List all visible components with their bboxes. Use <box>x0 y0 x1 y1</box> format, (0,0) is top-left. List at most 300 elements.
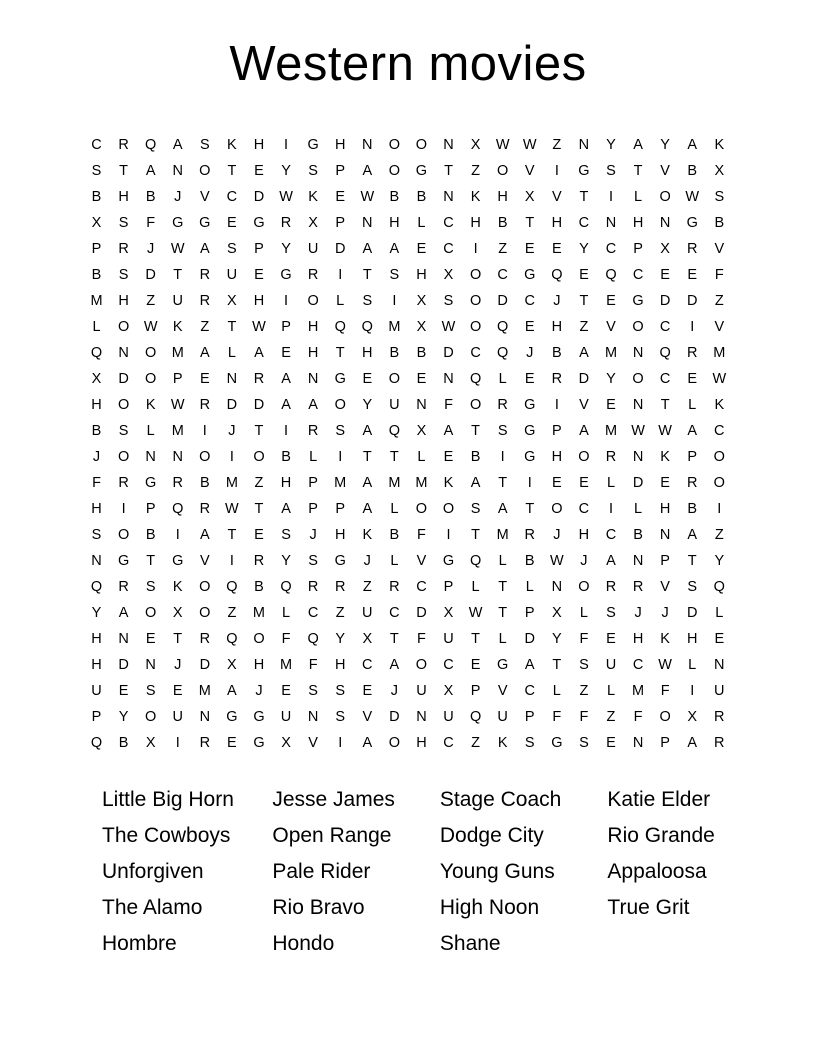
grid-cell: U <box>91 683 102 700</box>
grid-cell: S <box>91 527 102 544</box>
grid-cell: S <box>714 189 725 206</box>
grid-row <box>84 470 732 496</box>
grid-cell: J <box>634 605 642 622</box>
grid-cell: H <box>253 137 265 154</box>
grid-cell: X <box>308 215 318 232</box>
grid-cell: D <box>578 371 590 388</box>
grid-cell: X <box>281 735 291 752</box>
grid-cell: R <box>551 371 563 388</box>
grid-cell: R <box>307 423 319 440</box>
grid-cell: N <box>172 163 183 180</box>
grid-cell: G <box>307 137 319 154</box>
grid-cell: U <box>307 241 319 258</box>
grid-cell: P <box>254 241 264 258</box>
grid-cell: D <box>686 605 698 622</box>
word-list-item: Shane <box>439 932 501 956</box>
grid-cell: I <box>284 293 289 310</box>
word-list-item: Young Guns <box>439 860 555 884</box>
grid-cell: P <box>308 501 318 518</box>
grid-cell: E <box>281 345 291 362</box>
grid-cell: O <box>469 267 482 284</box>
grid-cell: Y <box>660 137 670 154</box>
grid-cell: T <box>687 553 697 570</box>
grid-cell: X <box>416 423 427 440</box>
grid-cell: G <box>524 449 536 466</box>
grid-cell: Q <box>659 345 671 362</box>
grid-cell: L <box>634 189 643 206</box>
grid-cell: E <box>524 241 535 258</box>
grid-cell: R <box>199 267 211 284</box>
grid-cell: K <box>172 319 183 336</box>
grid-cell: E <box>281 683 291 700</box>
grid-row <box>84 704 732 730</box>
grid-cell: O <box>713 475 725 492</box>
word-list-item: The Alamo <box>102 896 203 920</box>
grid-cell: F <box>417 527 426 544</box>
grid-cell: L <box>606 475 616 492</box>
grid-cell: G <box>551 735 563 752</box>
grid-cell: O <box>117 527 130 544</box>
grid-cell: A <box>579 345 589 362</box>
grid-cell: K <box>362 527 373 544</box>
grid-cell: C <box>632 267 644 284</box>
word-list-column-3 <box>440 782 608 962</box>
word-list-item: The Cowboys <box>102 824 231 848</box>
grid-cell: K <box>714 137 725 154</box>
word-list-item: High Noon <box>439 896 540 920</box>
grid-cell: H <box>551 215 563 232</box>
grid-cell: A <box>281 397 291 414</box>
grid-cell: O <box>253 449 265 466</box>
grid-cell: D <box>686 293 698 310</box>
grid-cell: J <box>580 553 588 570</box>
grid-cell: B <box>389 345 400 362</box>
grid-cell: E <box>254 163 264 180</box>
grid-cell: X <box>362 631 373 648</box>
grid-cell: C <box>443 241 454 258</box>
grid-cell: G <box>145 475 157 492</box>
grid-row <box>84 496 732 522</box>
grid-cell: Z <box>471 163 481 180</box>
grid-cell: A <box>687 137 698 154</box>
grid-cell: L <box>579 605 588 622</box>
grid-cell: S <box>362 293 373 310</box>
grid-cell: E <box>606 293 616 310</box>
grid-cell: N <box>145 657 156 674</box>
grid-cell: H <box>280 475 292 492</box>
grid-cell: S <box>335 709 346 726</box>
grid-cell: M <box>713 345 726 362</box>
grid-cell: K <box>470 189 481 206</box>
grid-cell: S <box>687 579 698 596</box>
grid-cell: B <box>714 215 725 232</box>
grid-cell: B <box>145 189 156 206</box>
grid-cell: P <box>551 423 562 440</box>
grid-cell: N <box>551 579 563 596</box>
grid-cell: T <box>173 631 183 648</box>
grid-cell: B <box>254 579 264 596</box>
grid-cell: O <box>117 449 130 466</box>
grid-cell: Z <box>552 137 562 154</box>
grid-cell: K <box>227 137 237 154</box>
grid-cell: C <box>307 605 319 622</box>
grid-cell: W <box>225 501 239 518</box>
grid-cell: I <box>202 423 207 440</box>
grid-cell: I <box>527 475 532 492</box>
grid-cell: B <box>145 527 156 544</box>
grid-cell: Q <box>605 267 617 284</box>
grid-cell: G <box>632 293 644 310</box>
grid-cell: G <box>524 267 536 284</box>
grid-cell: M <box>604 345 618 362</box>
grid-cell: T <box>633 163 643 180</box>
word-list-item: Stage Coach <box>439 788 562 812</box>
grid-cell: H <box>632 631 644 648</box>
grid-cell: W <box>549 553 564 570</box>
grid-cell: T <box>254 423 264 440</box>
grid-cell: Z <box>227 605 237 622</box>
grid-cell: F <box>552 709 562 726</box>
grid-cell: E <box>443 449 454 466</box>
grid-cell: T <box>471 631 481 648</box>
grid-cell: H <box>307 345 319 362</box>
grid-cell: O <box>199 163 211 180</box>
grid-cell: A <box>687 527 698 544</box>
grid-cell: U <box>443 709 454 726</box>
grid-cell: R <box>686 475 698 492</box>
grid-cell: T <box>525 215 535 232</box>
grid-cell: R <box>714 735 725 752</box>
grid-cell: D <box>443 345 454 362</box>
grid-cell: C <box>443 215 454 232</box>
grid-cell: B <box>524 553 535 570</box>
grid-cell: P <box>687 449 698 466</box>
grid-cell: I <box>338 449 343 466</box>
grid-cell: I <box>608 501 613 518</box>
grid-cell: E <box>687 267 698 284</box>
grid-cell: C <box>605 527 617 544</box>
grid-cell: A <box>254 345 264 362</box>
grid-cell: A <box>362 423 373 440</box>
grid-cell: B <box>497 215 508 232</box>
grid-cell: V <box>362 709 373 726</box>
grid-cell: R <box>605 449 617 466</box>
grid-cell: X <box>227 657 237 674</box>
grid-cell: H <box>578 527 590 544</box>
grid-cell: T <box>335 345 345 362</box>
grid-cell: S <box>579 657 589 674</box>
grid-row <box>84 184 732 210</box>
grid-cell: N <box>605 215 617 232</box>
grid-cell: T <box>498 579 508 596</box>
grid-cell: G <box>117 553 130 570</box>
grid-cell: F <box>417 631 426 648</box>
grid-cell: N <box>443 137 454 154</box>
grid-cell: I <box>608 189 613 206</box>
grid-cell: T <box>552 657 562 674</box>
grid-cell: S <box>335 683 346 700</box>
grid-cell: M <box>198 683 211 700</box>
grid-cell: F <box>579 709 589 726</box>
grid-cell: J <box>92 449 101 466</box>
grid-cell: Q <box>469 553 482 570</box>
grid-cell: D <box>253 397 265 414</box>
grid-cell: G <box>334 371 346 388</box>
grid-cell: E <box>416 241 427 258</box>
grid-cell: G <box>253 215 265 232</box>
grid-row <box>84 132 732 158</box>
grid-cell: J <box>553 293 561 310</box>
grid-cell: M <box>632 683 645 700</box>
grid-cell: P <box>91 241 102 258</box>
grid-cell: Q <box>90 345 103 362</box>
grid-cell: M <box>252 605 266 622</box>
grid-cell: R <box>307 579 319 596</box>
grid-cell: B <box>633 527 643 544</box>
grid-cell: T <box>444 163 453 180</box>
grid-cell: U <box>226 267 238 284</box>
grid-cell: J <box>174 657 182 674</box>
grid-cell: Q <box>334 319 346 336</box>
grid-cell: Z <box>362 579 372 596</box>
grid-cell: I <box>229 449 234 466</box>
grid-cell: S <box>579 735 589 752</box>
grid-cell: O <box>415 501 428 518</box>
grid-cell: A <box>199 527 210 544</box>
grid-cell: D <box>497 293 508 310</box>
grid-cell: A <box>362 475 373 492</box>
grid-cell: R <box>172 475 183 492</box>
grid-cell: C <box>659 371 671 388</box>
grid-cell: B <box>470 449 481 466</box>
grid-cell: O <box>388 735 400 752</box>
grid-cell: Y <box>281 163 291 180</box>
grid-row <box>84 418 732 444</box>
grid-cell: C <box>524 683 535 700</box>
grid-cell: V <box>579 397 589 414</box>
grid-cell: E <box>227 735 237 752</box>
grid-cell: C <box>226 189 238 206</box>
grid-row <box>84 366 732 392</box>
word-list-item: Katie Elder <box>607 788 711 812</box>
grid-cell: Q <box>90 579 103 596</box>
grid-cell: L <box>525 579 534 596</box>
grid-cell: O <box>145 345 157 362</box>
grid-cell: T <box>389 631 399 648</box>
grid-cell: L <box>715 605 724 622</box>
grid-cell: H <box>686 631 698 648</box>
grid-cell: E <box>606 735 616 752</box>
grid-cell: B <box>118 735 129 752</box>
grid-row <box>84 652 732 678</box>
grid-cell: X <box>91 371 102 388</box>
grid-cell: S <box>118 215 129 232</box>
grid-cell: C <box>443 735 454 752</box>
grid-cell: I <box>175 527 180 544</box>
grid-row <box>84 340 732 366</box>
grid-cell: H <box>118 293 129 310</box>
grid-cell: H <box>362 345 373 362</box>
grid-cell: T <box>498 475 508 492</box>
word-list-item: True Grit <box>607 896 690 920</box>
grid-cell: H <box>497 189 508 206</box>
grid-cell: V <box>660 579 670 596</box>
grid-cell: V <box>606 319 616 336</box>
word-list-item: Rio Bravo <box>272 896 365 920</box>
grid-cell: I <box>690 683 695 700</box>
grid-cell: O <box>578 449 590 466</box>
grid-cell: X <box>551 605 562 622</box>
grid-cell: M <box>280 657 293 674</box>
grid-cell: O <box>578 579 590 596</box>
grid-cell: A <box>687 735 698 752</box>
grid-cell: C <box>443 657 454 674</box>
grid-cell: X <box>443 683 454 700</box>
grid-cell: P <box>172 371 183 388</box>
grid-cell: P <box>524 709 535 726</box>
grid-cell: E <box>687 371 698 388</box>
grid-cell: P <box>524 605 535 622</box>
grid-cell: S <box>308 683 318 700</box>
grid-cell: A <box>308 397 318 414</box>
grid-cell: O <box>469 397 482 414</box>
grid-cell: X <box>416 319 427 336</box>
grid-cell: H <box>334 137 346 154</box>
grid-cell: P <box>335 163 346 180</box>
grid-cell: Y <box>579 241 589 258</box>
grid-cell: H <box>334 527 346 544</box>
grid-cell: J <box>390 683 398 700</box>
grid-cell: O <box>388 371 400 388</box>
grid-cell: J <box>147 241 155 258</box>
word-list-column-1 <box>102 782 272 962</box>
grid-cell: N <box>118 345 129 362</box>
grid-cell: X <box>470 137 481 154</box>
grid-cell: O <box>117 319 130 336</box>
grid-cell: V <box>551 189 562 206</box>
grid-cell: I <box>473 241 478 258</box>
grid-cell: I <box>717 501 722 518</box>
grid-cell: A <box>362 735 373 752</box>
grid-cell: V <box>416 553 427 570</box>
grid-cell: O <box>145 371 157 388</box>
grid-cell: O <box>659 189 671 206</box>
grid-cell: Q <box>226 579 238 596</box>
grid-cell: B <box>416 189 427 206</box>
grid-cell: W <box>170 397 185 414</box>
grid-row <box>84 522 732 548</box>
grid-cell: G <box>199 215 211 232</box>
grid-cell: A <box>199 345 210 362</box>
grid-cell: O <box>442 501 455 518</box>
grid-cell: Z <box>146 293 156 310</box>
grid-cell: A <box>281 501 291 518</box>
grid-cell: A <box>362 241 373 258</box>
grid-cell: A <box>579 423 589 440</box>
grid-cell: V <box>714 319 725 336</box>
grid-cell: X <box>524 189 535 206</box>
grid-cell: G <box>524 423 536 440</box>
grid-cell: O <box>253 631 265 648</box>
grid-cell: S <box>281 527 291 544</box>
grid-cell: A <box>687 423 698 440</box>
grid-cell: G <box>442 553 455 570</box>
grid-cell: G <box>686 215 698 232</box>
grid-cell: D <box>659 293 671 310</box>
grid-cell: X <box>443 267 454 284</box>
grid-cell: U <box>172 293 183 310</box>
grid-cell: X <box>91 215 102 232</box>
grid-cell: N <box>307 709 319 726</box>
grid-cell: U <box>172 709 183 726</box>
grid-cell: U <box>280 709 292 726</box>
word-list-column-4 <box>607 782 758 962</box>
grid-cell: O <box>145 605 157 622</box>
grid-cell: D <box>118 657 129 674</box>
grid-cell: X <box>227 293 237 310</box>
grid-cell: X <box>660 241 670 258</box>
grid-cell: N <box>91 553 102 570</box>
grid-cell: L <box>688 657 697 674</box>
grid-cell: L <box>390 501 399 518</box>
grid-cell: O <box>415 137 428 154</box>
grid-cell: G <box>253 735 265 752</box>
grid-cell: G <box>226 709 238 726</box>
grid-cell: E <box>606 631 616 648</box>
grid-cell: N <box>416 397 427 414</box>
grid-cell: S <box>443 293 454 310</box>
grid-cell: X <box>443 605 454 622</box>
grid-cell: N <box>443 371 454 388</box>
page-title: Western movies <box>229 37 587 91</box>
grid-cell: L <box>336 293 345 310</box>
grid-cell: I <box>338 735 343 752</box>
word-list-item: Hondo <box>272 932 335 956</box>
grid-cell: S <box>497 423 508 440</box>
grid-cell: S <box>91 163 102 180</box>
word-list-item: Appaloosa <box>607 860 707 884</box>
grid-cell: I <box>554 397 559 414</box>
grid-cell: I <box>500 449 505 466</box>
grid-row <box>84 626 732 652</box>
grid-cell: S <box>470 501 481 518</box>
grid-cell: F <box>633 709 643 726</box>
grid-cell: J <box>228 423 236 440</box>
grid-cell: P <box>660 735 670 752</box>
grid-cell: K <box>714 397 725 414</box>
grid-cell: T <box>579 189 589 206</box>
grid-cell: F <box>281 631 291 648</box>
grid-cell: W <box>170 241 185 258</box>
grid-cell: X <box>416 293 427 310</box>
grid-cell: X <box>714 163 725 180</box>
grid-cell: O <box>388 137 400 154</box>
grid-cell: D <box>253 189 265 206</box>
grid-cell: Y <box>362 397 373 414</box>
grid-cell: E <box>470 657 481 674</box>
grid-cell: V <box>714 241 725 258</box>
grid-cell: O <box>659 709 671 726</box>
grid-cell: D <box>632 475 644 492</box>
grid-cell: O <box>632 319 644 336</box>
grid-row <box>84 392 732 418</box>
grid-cell: I <box>554 163 559 180</box>
grid-cell: W <box>522 137 537 154</box>
grid-cell: V <box>199 189 210 206</box>
grid-cell: P <box>470 683 481 700</box>
grid-cell: K <box>443 475 454 492</box>
grid-cell: F <box>444 397 453 414</box>
